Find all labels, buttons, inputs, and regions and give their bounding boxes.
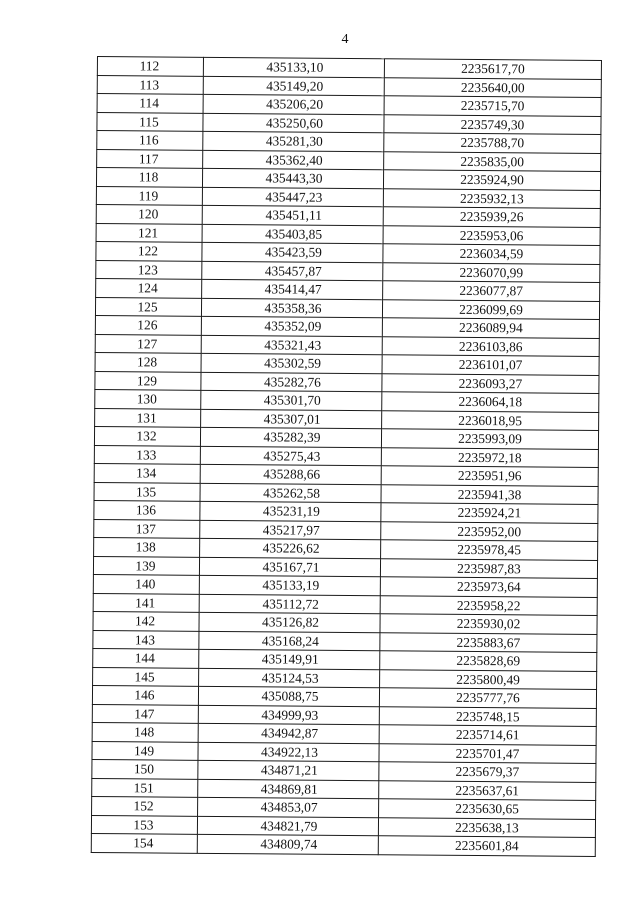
x-coordinate-cell: 435167,71 bbox=[199, 557, 380, 577]
point-number-cell: 128 bbox=[95, 352, 201, 371]
point-number-cell: 130 bbox=[95, 389, 201, 408]
point-number-cell: 152 bbox=[92, 796, 198, 815]
x-coordinate-cell: 435358,36 bbox=[201, 298, 382, 318]
point-number-cell: 116 bbox=[97, 131, 203, 150]
point-number-cell: 147 bbox=[92, 704, 198, 723]
y-coordinate-cell: 2235749,30 bbox=[384, 114, 601, 134]
point-number-cell: 133 bbox=[94, 445, 200, 464]
x-coordinate-cell: 435321,43 bbox=[201, 335, 382, 355]
y-coordinate-cell: 2235701,47 bbox=[379, 743, 596, 763]
point-number-cell: 139 bbox=[93, 556, 199, 575]
x-coordinate-cell: 435451,11 bbox=[202, 205, 383, 225]
point-number-cell: 150 bbox=[92, 759, 198, 778]
y-coordinate-cell: 2235941,38 bbox=[381, 484, 598, 504]
y-coordinate-cell: 2236018,95 bbox=[382, 410, 599, 430]
x-coordinate-cell: 435423,59 bbox=[202, 242, 383, 262]
y-coordinate-cell: 2235748,15 bbox=[379, 706, 596, 726]
x-coordinate-cell: 435124,53 bbox=[199, 668, 380, 688]
x-coordinate-cell: 435088,75 bbox=[198, 686, 379, 706]
x-coordinate-cell: 435133,19 bbox=[199, 575, 380, 595]
point-number-cell: 137 bbox=[94, 519, 200, 538]
y-coordinate-cell: 2235617,70 bbox=[384, 59, 601, 79]
table-row bbox=[91, 833, 595, 855]
x-coordinate-cell: 435362,40 bbox=[203, 150, 384, 170]
point-number-cell: 119 bbox=[96, 186, 202, 205]
point-number-cell: 122 bbox=[96, 241, 202, 260]
x-coordinate-cell: 435307,01 bbox=[201, 409, 382, 429]
point-number-cell: 146 bbox=[92, 685, 198, 704]
x-coordinate-cell: 434922,13 bbox=[198, 742, 379, 762]
x-coordinate-cell: 435126,82 bbox=[199, 612, 380, 632]
x-coordinate-cell: 435231,19 bbox=[200, 501, 381, 521]
x-coordinate-cell: 435149,91 bbox=[199, 649, 380, 669]
point-number-cell: 132 bbox=[94, 426, 200, 445]
point-number-cell: 136 bbox=[94, 500, 200, 519]
y-coordinate-cell: 2236077,87 bbox=[383, 281, 600, 301]
x-coordinate-cell: 435226,62 bbox=[200, 538, 381, 558]
point-number-cell: 151 bbox=[92, 778, 198, 797]
x-coordinate-cell: 434999,93 bbox=[198, 705, 379, 725]
x-coordinate-cell: 434821,79 bbox=[197, 816, 378, 836]
x-coordinate-cell: 435275,43 bbox=[200, 446, 381, 466]
x-coordinate-cell: 434871,21 bbox=[198, 760, 379, 780]
coordinates-table bbox=[91, 56, 602, 856]
point-number-cell: 113 bbox=[97, 75, 203, 94]
x-coordinate-cell: 435414,47 bbox=[202, 279, 383, 299]
point-number-cell: 144 bbox=[93, 648, 199, 667]
x-coordinate-cell: 435403,85 bbox=[202, 224, 383, 244]
point-number-cell: 118 bbox=[96, 168, 202, 187]
x-coordinate-cell: 435282,39 bbox=[200, 427, 381, 447]
x-coordinate-cell: 435281,30 bbox=[203, 131, 384, 151]
point-number-cell: 124 bbox=[96, 278, 202, 297]
y-coordinate-cell: 2235883,67 bbox=[380, 632, 597, 652]
point-number-cell: 148 bbox=[92, 722, 198, 741]
point-number-cell: 127 bbox=[95, 334, 201, 353]
y-coordinate-cell: 2235952,00 bbox=[381, 521, 598, 541]
x-coordinate-cell: 434942,87 bbox=[198, 723, 379, 743]
y-coordinate-cell: 2235987,83 bbox=[380, 558, 597, 578]
y-coordinate-cell: 2235679,37 bbox=[379, 762, 596, 782]
x-coordinate-cell: 434853,07 bbox=[198, 797, 379, 817]
point-number-cell: 112 bbox=[97, 57, 203, 76]
y-coordinate-cell: 2235978,45 bbox=[381, 540, 598, 560]
point-number-cell: 135 bbox=[94, 482, 200, 501]
point-number-cell: 142 bbox=[93, 611, 199, 630]
x-coordinate-cell: 435457,87 bbox=[202, 261, 383, 281]
point-number-cell: 131 bbox=[95, 408, 201, 427]
point-number-cell: 149 bbox=[92, 741, 198, 760]
y-coordinate-cell: 2236101,07 bbox=[382, 355, 599, 375]
x-coordinate-cell: 435447,23 bbox=[202, 187, 383, 207]
x-coordinate-cell: 435443,30 bbox=[202, 168, 383, 188]
y-coordinate-cell: 2235601,84 bbox=[378, 836, 595, 856]
y-coordinate-cell: 2235637,61 bbox=[379, 780, 596, 800]
x-coordinate-cell: 434869,81 bbox=[198, 779, 379, 799]
point-number-cell: 154 bbox=[91, 833, 197, 852]
x-coordinate-cell: 435301,70 bbox=[201, 390, 382, 410]
x-coordinate-cell: 434809,74 bbox=[197, 834, 378, 854]
y-coordinate-cell: 2235638,13 bbox=[378, 817, 595, 837]
point-number-cell: 120 bbox=[96, 204, 202, 223]
x-coordinate-cell: 435282,76 bbox=[201, 372, 382, 392]
point-number-cell: 125 bbox=[95, 297, 201, 316]
x-coordinate-cell: 435302,59 bbox=[201, 353, 382, 373]
y-coordinate-cell: 2235972,18 bbox=[381, 447, 598, 467]
y-coordinate-cell: 2235953,06 bbox=[383, 225, 600, 245]
point-number-cell: 115 bbox=[97, 112, 203, 131]
y-coordinate-cell: 2235958,22 bbox=[380, 595, 597, 615]
x-coordinate-cell: 435250,60 bbox=[203, 113, 384, 133]
y-coordinate-cell: 2235714,61 bbox=[379, 725, 596, 745]
y-coordinate-cell: 2235924,90 bbox=[383, 170, 600, 190]
point-number-cell: 129 bbox=[95, 371, 201, 390]
y-coordinate-cell: 2235930,02 bbox=[380, 614, 597, 634]
y-coordinate-cell: 2235828,69 bbox=[380, 651, 597, 671]
y-coordinate-cell: 2236089,94 bbox=[382, 318, 599, 338]
x-coordinate-cell: 435168,24 bbox=[199, 631, 380, 651]
y-coordinate-cell: 2235715,70 bbox=[384, 96, 601, 116]
point-number-cell: 121 bbox=[96, 223, 202, 242]
y-coordinate-cell: 2235777,76 bbox=[379, 688, 596, 708]
x-coordinate-cell: 435288,66 bbox=[200, 464, 381, 484]
point-number-cell: 145 bbox=[93, 667, 199, 686]
y-coordinate-cell: 2235973,64 bbox=[380, 577, 597, 597]
y-coordinate-cell: 2236070,99 bbox=[383, 262, 600, 282]
x-coordinate-cell: 435217,97 bbox=[200, 520, 381, 540]
y-coordinate-cell: 2235993,09 bbox=[381, 429, 598, 449]
y-coordinate-cell: 2236064,18 bbox=[382, 392, 599, 412]
x-coordinate-cell: 435206,20 bbox=[203, 94, 384, 114]
y-coordinate-cell: 2235835,00 bbox=[384, 151, 601, 171]
y-coordinate-cell: 2236093,27 bbox=[382, 373, 599, 393]
coordinates-table-body bbox=[91, 57, 601, 856]
y-coordinate-cell: 2235939,26 bbox=[383, 207, 600, 227]
x-coordinate-cell: 435352,09 bbox=[201, 316, 382, 336]
y-coordinate-cell: 2236099,69 bbox=[382, 299, 599, 319]
point-number-cell: 138 bbox=[94, 537, 200, 556]
point-number-cell: 140 bbox=[93, 574, 199, 593]
y-coordinate-cell: 2235951,96 bbox=[381, 466, 598, 486]
x-coordinate-cell: 435112,72 bbox=[199, 594, 380, 614]
point-number-cell: 143 bbox=[93, 630, 199, 649]
y-coordinate-cell: 2235932,13 bbox=[383, 188, 600, 208]
point-number-cell: 114 bbox=[97, 94, 203, 113]
y-coordinate-cell: 2235788,70 bbox=[384, 133, 601, 153]
point-number-cell: 123 bbox=[96, 260, 202, 279]
y-coordinate-cell: 2236103,86 bbox=[382, 336, 599, 356]
point-number-cell: 153 bbox=[91, 815, 197, 834]
x-coordinate-cell: 435149,20 bbox=[203, 76, 384, 96]
point-number-cell: 126 bbox=[95, 315, 201, 334]
point-number-cell: 141 bbox=[93, 593, 199, 612]
page-number: 4 bbox=[341, 32, 349, 47]
y-coordinate-cell: 2235800,49 bbox=[380, 669, 597, 689]
y-coordinate-cell: 2235924,21 bbox=[381, 503, 598, 523]
x-coordinate-cell: 435133,10 bbox=[203, 57, 384, 77]
y-coordinate-cell: 2235640,00 bbox=[384, 77, 601, 97]
y-coordinate-cell: 2235630,65 bbox=[379, 799, 596, 819]
point-number-cell: 134 bbox=[94, 463, 200, 482]
point-number-cell: 117 bbox=[97, 149, 203, 168]
x-coordinate-cell: 435262,58 bbox=[200, 483, 381, 503]
y-coordinate-cell: 2236034,59 bbox=[383, 244, 600, 264]
